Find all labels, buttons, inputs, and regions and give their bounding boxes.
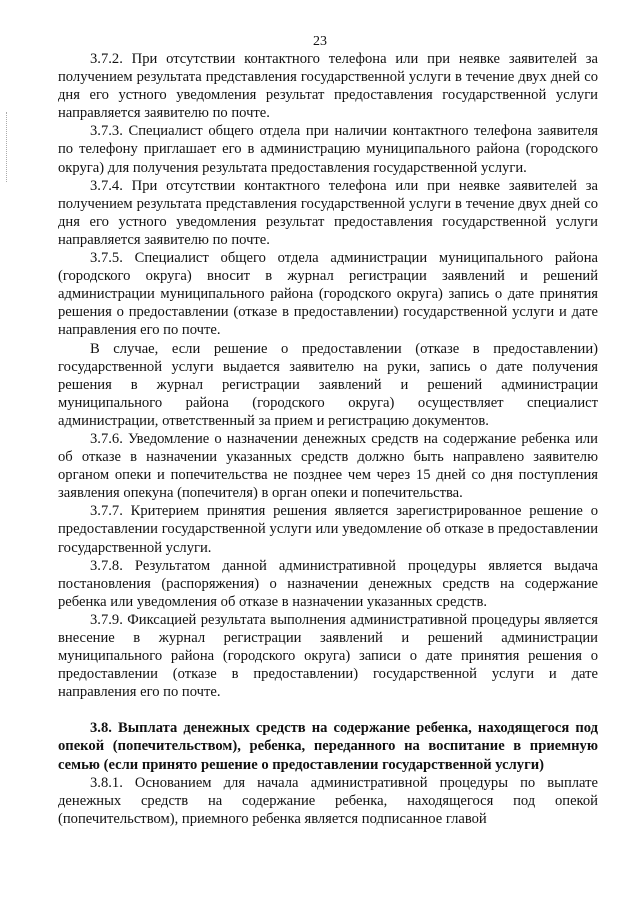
paragraph-3-7-2: 3.7.2. При отсутствии контактного телефона или при неявке заявителей за получением результата представления государственной услуги в течение двух дней со дня его устного уведомления результат предоставления государственной услуги направляется заявителю по почте. bbox=[58, 51, 598, 122]
paragraph-3-7-3: 3.7.3. Специалист общего отдела при наличии контактного телефона заявителя по телефону приглашает его в администрацию муниципального района (городского округа) для получения результата предоставления государственной услуги. bbox=[58, 123, 598, 176]
paragraph-3-7-8: 3.7.8. Результатом данной административной процедуры является выдача постановления (распоряжения) о назначении денежных средств на содержание ребенка или уведомления об отказе в назначении указанных средств. bbox=[58, 557, 598, 610]
margin-binding-mark bbox=[6, 112, 8, 182]
paragraph-3-7-9: 3.7.9. Фиксацией результата выполнения административной процедуры является внесение в журнал регистрации заявлений и решений администрации муниципального района (городского округа) записи о дате принятия решения о предоставлении (отказе в предоставлении) государственной услуги и дате направления его по почте. bbox=[58, 611, 598, 701]
paragraph-3-7-6: 3.7.6. Уведомление о назначении денежных средств на содержание ребенка или об отказе в назначении указанных средств должно быть направлено заявителю органом опеки и попечительства не позднее чем через 15 дней со дня поступления заявления опекуна (попечителя) в орган опеки и попечительства. bbox=[58, 430, 598, 502]
paragraph-3-7-4: 3.7.4. При отсутствии контактного телефона или при неявке заявителей за получением результата представления государственной услуги в течение двух дней со дня его устного уведомления результат предоставления государственной услуги направляется заявителю по почте. bbox=[58, 177, 598, 248]
page-number: 23 bbox=[313, 34, 327, 49]
section-heading-3-8: 3.8. Выплата денежных средств на содержание ребенка, находящегося под опекой (попечительством), ребенка, переданного на воспитание в приемную семью (если принято решение о предоставлении государственной услуги) bbox=[58, 720, 598, 773]
section-spacer bbox=[58, 701, 598, 719]
paragraph-3-7-7: 3.7.7. Критерием принятия решения является зарегистрированное решение о предоставлении государственной услуги или уведомление об отказе в предоставлении государственной услуги. bbox=[58, 503, 598, 556]
paragraph-3-7-5: 3.7.5. Специалист общего отдела администрации муниципального района (городского округа) вносит в журнал регистрации заявлений и решений администрации муниципального района (городского округа) запись о дате принятия решения о предоставлении (отказе в предоставлении) государственной услуги и дате направления его по почте. bbox=[58, 250, 598, 339]
document-body bbox=[58, 50, 598, 828]
paragraph-3-8-1: 3.8.1. Основанием для начала административной процедуры по выплате денежных средств на содержание ребенка, находящегося под опекой (попечительством), приемного ребенка является подписанное главой bbox=[58, 774, 598, 827]
paragraph-decision-handover: В случае, если решение о предоставлении (отказе в предоставлении) государственной услуги выдается заявителю на руки, запись о дате получения решения в журнал регистрации заявлений и решений администрации муниципального района (городского округа) осуществляет специалист администрации, ответственный за прием и регистрацию документов. bbox=[58, 340, 598, 429]
